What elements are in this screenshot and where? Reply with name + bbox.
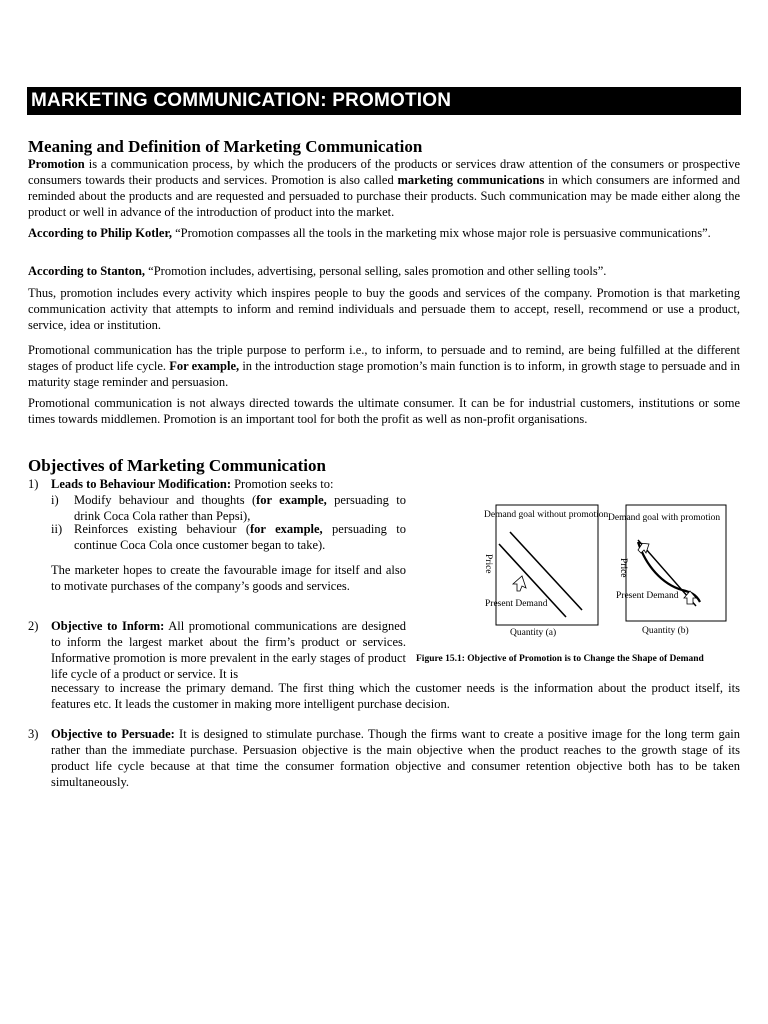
term-marketing-communications: marketing communications: [397, 173, 545, 187]
panel-a-bottom-label: Present Demand: [485, 599, 548, 609]
page-title: MARKETING COMMUNICATION: PROMOTION: [27, 87, 741, 115]
list-number: 1): [28, 477, 39, 491]
sub-item-reinforce-behaviour: [74, 521, 406, 553]
for-example: for example,: [250, 522, 323, 536]
objective-2-text-b: necessary to increase the primary demand. The first thing which the customer needs is the information about the product itself, its features etc. It leads the customer in making more intelligent purchase decision.: [51, 681, 740, 711]
text: persuading to continue Coca Cola once customer began to take).: [74, 522, 406, 552]
paragraph-promotion-definition: [28, 156, 740, 220]
paragraph-kotler: [28, 225, 740, 241]
paragraph-triple-purpose: [28, 342, 740, 390]
stanton-lead: According to Stanton,: [28, 264, 146, 278]
objective-3-text: [51, 726, 740, 790]
text: is a communication process, by which the producers of the products or services draw attention of the consumers or prospective consumers towards their products and services. Promotion is also called: [28, 157, 740, 187]
arrow-up-right-icon: [513, 576, 526, 591]
panel-b-top-label: Demand goal with promotion: [608, 513, 721, 523]
text: persuading to drink Coca Cola rather than Pepsi),: [74, 493, 406, 523]
panel-b-bottom-label: Present Demand: [616, 591, 679, 601]
section-heading-meaning: Meaning and Definition of Marketing Communication: [28, 137, 423, 156]
stanton-quote: “Promotion includes, advertising, personal selling, sales promotion and other selling tools”.: [145, 264, 607, 278]
paragraph-not-ultimate-consumer: Promotional communication is not always directed towards the ultimate consumer. It can be for industrial customers, institutions or some times towards middlemen. Promotion is an important tool for both the profit as well as non-profit organisations.: [28, 396, 740, 426]
figure-caption: Figure 15.1: Objective of Promotion is to Change the Shape of Demand: [416, 654, 704, 664]
objective-1-heading: [51, 476, 411, 492]
objective-3-title: Objective to Persuade:: [51, 727, 175, 741]
panel-b-y-label: Price: [618, 558, 628, 578]
section-heading-objectives: Objectives of Marketing Communication: [28, 456, 326, 475]
paragraph-promotion-activity: Thus, promotion includes every activity which inspires people to buy the goods and services of the company. Promotion is that marketing communication activity that attempts to inform and remind individuals and persuade them to accept, resell, recommend or use a product, service, idea or institution.: [28, 286, 740, 332]
term-promotion: Promotion: [28, 157, 85, 171]
panel-a-top-label: Demand goal without promotion: [484, 510, 609, 520]
for-example: for example,: [256, 493, 327, 507]
objective-2-title: Objective to Inform:: [51, 619, 165, 633]
figure-demand-shape: [470, 500, 768, 645]
objective-1-title: Leads to Behaviour Modification:: [51, 477, 231, 491]
text: in which consumers are informed and reminded about the products and are requested and persuaded to purchase their products. Such communication may be made either along the product or well in advance of the introduction of product into the market.: [28, 173, 740, 219]
text: Reinforces existing behaviour (: [74, 522, 250, 536]
text: Modify behaviour and thoughts (: [74, 493, 257, 507]
paragraph-stanton: [28, 263, 740, 279]
panel-b-x-label: Quantity (b): [642, 626, 689, 636]
panel-a-y-label: Price: [483, 554, 493, 574]
sub-item-modify-behaviour: [74, 492, 406, 524]
arrow-up-icon: [684, 591, 696, 604]
list-number: 2): [28, 619, 39, 633]
kotler-quote: “Promotion compasses all the tools in the marketing mix whose major role is persuasive communications”.: [171, 226, 711, 240]
text: All promotional communications are designed to inform the largest market about the firm’s product or services. Informative promotion is more prevalent in the early stages of product life cycle of a product or service. It is: [51, 619, 406, 681]
text: It is designed to stimulate purchase. Though the firms want to create a positive image for the long term gain rather than the immediate purchase. Persuasion objective is the main objective when the product reaches to the growth stage of its product life cycle because at that time the consumer formation objective and consumer retention objective both has to be taken simultaneously.: [51, 727, 740, 789]
sub-list-number: i): [51, 493, 59, 507]
text: Promotion seeks to:: [230, 477, 334, 491]
list-number: 3): [28, 727, 39, 741]
paragraph-favourable-image: The marketer hopes to create the favourable image for itself and also to motivate purchases of the company’s goods and services.: [51, 563, 406, 593]
for-example: For example,: [169, 359, 240, 373]
text: in the introduction stage promotion’s main function is to inform, in growth stage to persuade and in maturity stage reminder and persuasion.: [28, 359, 740, 389]
objective-2-text-a: [51, 618, 406, 682]
text: Promotional communication has the triple purpose to perform i.e., to inform, to persuade and to remind, are being fulfilled at the different stages of product life cycle.: [28, 343, 740, 373]
panel-a-x-label: Quantity (a): [510, 628, 557, 638]
sub-list-number: ii): [51, 522, 63, 536]
kotler-lead: According to Philip Kotler,: [28, 226, 172, 240]
